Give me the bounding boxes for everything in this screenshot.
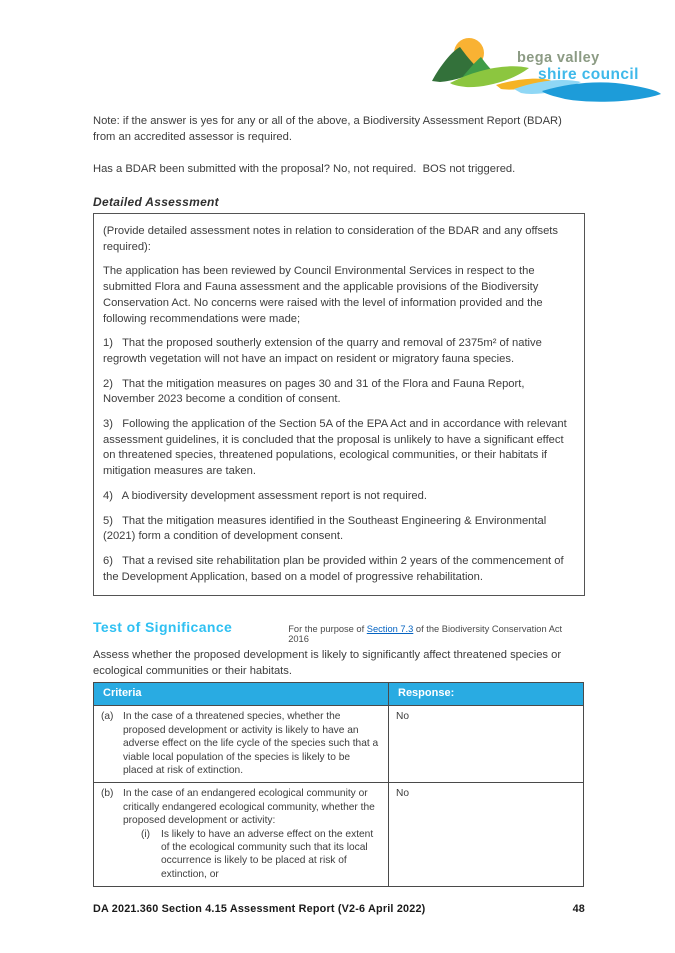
table-row-b xyxy=(94,782,583,886)
assessment-paragraph: (Provide detailed assessment notes in relation to consideration of the BDAR and any offsets required): xyxy=(103,225,562,253)
criteria-text-b: In the case of an endangered ecological community or critically endangered ecological community, whether the proposed development or activity: xyxy=(123,788,375,827)
test-of-significance-header-row xyxy=(93,619,585,644)
assessment-paragraph: 3) Following the application of the Section 5A of the EPA Act and in accordance with relevant assessment guidelines, it is concluded that the proposal is unlikely to have a significant effect on threatened species, threatened populations, ecological communities, or their habitats if mitigation measures are taken. xyxy=(103,418,570,478)
bdar-note-paragraph: Note: if the answer is yes for any or all of the above, a Biodiversity Assessment Report (BDAR) from an accredited assessor is required. xyxy=(93,115,565,143)
criteria-label-b: (b) xyxy=(101,788,114,800)
footer-document-title: DA 2021.360 Section 4.15 Assessment Report (V2-6 April 2022) xyxy=(93,903,426,915)
assessment-paragraph: 1) That the proposed southerly extension of the quarry and removal of 2375m² of native regrowth vegetation will not have an impact on resident or migratory fauna species. xyxy=(103,337,545,365)
assessment-paragraph: 5) That the mitigation measures identified in the Southeast Engineering & Environmental (2021) form a condition of development consent. xyxy=(103,514,550,543)
purpose-note xyxy=(288,624,585,644)
criteria-label-a: (a) xyxy=(101,711,114,723)
criteria-sub-label-b-i: (i) xyxy=(141,828,151,840)
assessment-paragraph: The application has been reviewed by Council Environmental Services in respect to the submitted Flora and Fauna assessment and the applicable provisions of the Biodiversity Conservation Act. No concerns were raised with the level of information provided and the following recommendations were made; xyxy=(103,265,546,325)
assessment-paragraph: 2) That the mitigation measures on pages 30 and 31 of the Flora and Fauna Report, November 2023 become a condition of consent. xyxy=(103,377,528,406)
test-of-significance-heading: Test of Significance xyxy=(93,619,233,635)
logo-text-line1: bega valley xyxy=(517,50,600,66)
table-header-row xyxy=(94,683,583,705)
footer-page-number: 48 xyxy=(572,903,585,915)
criteria-cell-a xyxy=(94,706,389,782)
assess-intro-paragraph: Assess whether the proposed development is likely to significantly affect threatened species or ecological communities or their habitats. xyxy=(93,649,565,677)
criteria-text-a: In the case of a threatened species, whether the proposed development or activity is likely to have an adverse effect on the life cycle of the species such that a viable local population of the species is likely to be placed at risk of extinction. xyxy=(123,711,379,777)
table-header-response: Response: xyxy=(389,683,583,705)
detailed-assessment-heading: Detailed Assessment xyxy=(93,195,219,209)
bdar-question-paragraph: Has a BDAR been submitted with the proposal? No, not required. BOS not triggered. xyxy=(93,163,516,175)
assessment-paragraph: 6) That a revised site rehabilitation plan be provided within 2 years of the commencement of the Development Application, based on a model of progressive rehabilitation. xyxy=(103,554,567,583)
table-header-criteria: Criteria xyxy=(94,683,389,705)
criteria-cell-b xyxy=(94,783,389,886)
significance-table xyxy=(93,682,584,887)
logo-text-line2: shire council xyxy=(538,66,639,83)
council-logo xyxy=(432,36,662,106)
purpose-suffix: of the Biodiversity Conservation Act 2016 xyxy=(288,624,563,644)
criteria-sub-text-b-i: Is likely to have an adverse effect on the extent of the ecological community such that its local occurrence is likely to be placed at risk of extinction, or xyxy=(161,828,374,880)
response-cell-b: No xyxy=(396,788,410,800)
section-7-3-link[interactable]: Section 7.3 xyxy=(366,624,414,634)
detailed-assessment-box xyxy=(93,213,585,596)
response-cell-a: No xyxy=(396,711,410,723)
page-footer xyxy=(93,903,585,915)
table-row-a xyxy=(94,705,583,782)
purpose-prefix: For the purpose of xyxy=(288,624,367,634)
assessment-paragraph: 4) A biodiversity development assessment report is not required. xyxy=(103,489,427,502)
